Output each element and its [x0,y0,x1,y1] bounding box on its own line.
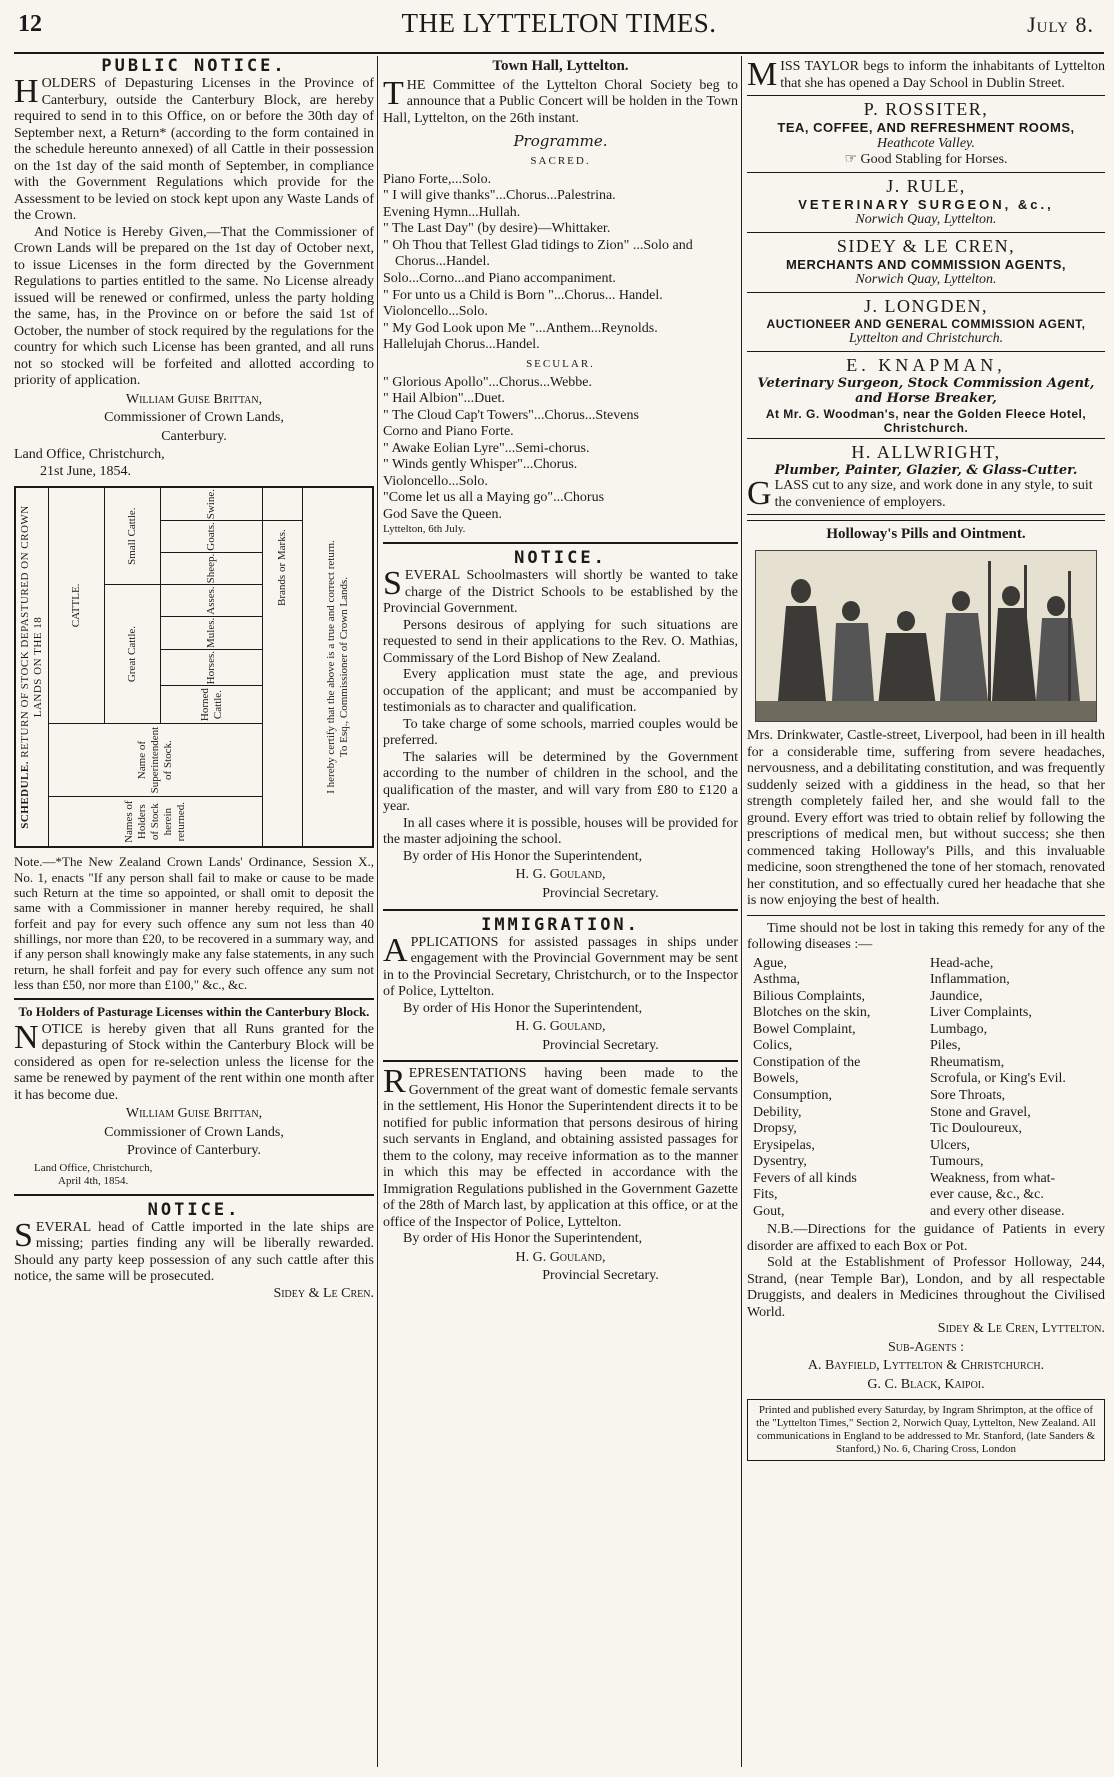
knapman-name: E. KNAPMAN, [846,354,1006,375]
schoolmasters-signer: H. G. Gouland, [515,867,606,883]
disease-list-right [930,956,1099,1220]
notice-signer-place: Canterbury. [161,428,227,444]
schedule-title: SCHEDULE. [19,761,32,830]
disease-item: Piles, [930,1038,961,1054]
sacred-label: SACRED. [530,154,591,167]
brands-header: Brands or Marks. [276,529,289,607]
disease-item: Dropsy, [753,1121,797,1137]
schoolmasters-heading: NOTICE. [514,548,607,569]
allwright-line1: Plumber, Painter, Glazier, & Glass-Cutter. [774,463,1078,479]
column-2 [383,56,738,1769]
disease-item: Colics, [753,1038,793,1054]
rossiter-line1: TEA, COFFEE, AND REFRESHMENT ROOMS, [777,120,1075,136]
rule-line2: Norwich Quay, Lyttelton. [855,212,997,228]
schedule-table [14,486,374,848]
concert-heading: Town Hall, Lyttelton. [492,58,629,74]
disease-item: Sore Throats, [930,1088,1006,1103]
column-rule-1 [377,56,378,1767]
disease-item: Rheumatism, [930,1054,1005,1070]
concert-dateline: Lyttelton, 6th July. [383,523,466,536]
subagent-2: G. C. Black, Kaipoi. [867,1376,985,1392]
immigration-p2: By order of His Honor the Superintendent, [403,1000,643,1016]
schedule-year: 18 [32,617,44,630]
disease-item: Weakness, from what- [930,1170,1056,1186]
representations-signer: H. G. Gouland, [515,1249,606,1265]
disease-item: ever cause, &c., &c. [930,1187,1044,1203]
public-notice-heading: PUBLIC NOTICE. [101,56,287,76]
newspaper-title: THE LYTTELTON TIMES. [401,8,717,38]
disease-item: Stone and Gravel, [930,1104,1031,1120]
disease-item: Fits, [753,1187,778,1203]
longden-line2: Lyttelton and Christchurch. [848,331,1004,347]
disease-item: Erysipelas, [753,1137,815,1153]
disease-item: Constipation of the [753,1054,861,1070]
programme-item: " The Last Day" (by desire)—Whittaker. [383,221,611,237]
rossiter-ad [747,96,1105,173]
page-number: 12 [18,11,42,37]
knapman-ad [747,352,1105,439]
divider [383,1060,738,1062]
swine-header: Swine. [161,488,263,521]
disease-item: Consumption, [753,1088,832,1103]
immigration-signer: H. G. Gouland, [515,1019,606,1035]
holloway-testimonial: Mrs. Drinkwater, Castle-street, Liverpool, had been in ill health for a considerable time, suffering from severe headaches, nervousness, and a debilitating constitution, and was frequently suddenly seized with a giddiness in the head, so that her strength completely failed her, and she would fall to the ground. Every effort was tried to obtain relief by following the prescriptions of medical men, but without success; she then commenced taking Holloway's Pills, and this invaluable medicine, soon strengthened the tone of her stomach, renovated her constitution, and so effectually cured her headache that she is now enjoying the best of health. [747,728,1105,909]
cattle-notice-heading: NOTICE. [147,1199,241,1220]
rule-name: J. RULE, [886,175,966,196]
divider [14,998,374,1000]
programme-item: " My God Look upon Me "...Anthem...Reynolds. [383,320,658,336]
disease-item: Blotches on the skin, [753,1005,871,1021]
disease-item: Inflammation, [930,972,1010,988]
disease-item: Fevers of all kinds [753,1170,857,1186]
sidey-ad [747,233,1105,293]
cattle-notice-body: SEVERAL head of Cattle imported in the late ships are missing; parties finding any will be liberally rewarded. Should any party keep possession of any such cattle after this notice, the same will be prosecuted. [14,1216,374,1285]
holloway-remedy-intro: Time should not be lost in taking this remedy for any of the following diseases :— [747,920,1105,953]
engraving-illustration [755,550,1097,722]
representations-p1: REPRESENTATIONS having been made to the Government of the great want of domestic female servants in the settlement, His Honor the Superintendent directs it to be notified for public information that persons desirous of hiring such servants in England, and obtaining assisted passages for them to the colony, may receive information as to the manner in which this may be effected in accordance with the Immigration Regulations published in the Government Gazette of the 28th of March last, by application at this office, or at the office of the Inspector of Police, Lyttelton. [383,1063,738,1230]
pasturage-office-date: April 4th, 1854. [58,1174,129,1187]
divider [747,520,1105,521]
divider [383,909,738,911]
immigration-heading: IMMIGRATION. [481,914,640,935]
pointing-hand-icon: ☞ [844,152,858,168]
certify-text: I hereby certify that the above is a true and correct return. [324,540,337,795]
pasturage-signer-place: Province of Canterbury. [127,1143,261,1159]
taylor-ad: MISS TAYLOR begs to inform the inhabitants of Lyttelton that she has opened a Day School in Dublin Street. [747,56,1105,93]
programme-item: Corno and Piano Forte. [383,424,514,440]
allwright-body: GLASS cut to any size, and work done in any style, to suit the convenience of employers. [747,475,1093,513]
rule-line1: VETERINARY SURGEON, &c., [798,196,1054,212]
disease-item: Asthma, [753,972,801,988]
longden-line1: AUCTIONEER AND GENERAL COMMISSION AGENT, [766,317,1086,332]
horses-header: Horses. [161,650,263,686]
engraving-figures-icon [756,551,1096,721]
divider [383,542,738,544]
concert-body: THE Committee of the Lyttelton Choral Society beg to announce that a Public Concert will be holden in the Town Hall, Lyttelton, on the 26th instant. [383,74,738,126]
programme-item: Hallelujah Chorus...Handel. [383,337,540,353]
programme-item: Solo...Corno...and Piano accompaniment. [383,270,616,286]
schoolmasters-p3: Every application must state the age, and previous occupation of the applicant; and must be accompanied by testimonials as to character and qualification. [383,667,738,716]
programme-item: " The Cloud Cap't Towers"...Chorus...Stevens [383,407,639,423]
disease-item: Debility, [753,1104,802,1120]
allwright-ad [747,439,1105,516]
rule-ad [747,173,1105,233]
sacred-list [383,172,738,354]
cattle-header: CATTLE. [49,488,105,724]
sidey-line2: Norwich Quay, Lyttelton. [855,272,997,288]
sidey-line1: MERCHANTS AND COMMISSION AGENTS, [785,256,1067,272]
notice-office-date: 21st June, 1854. [40,463,131,479]
column-3 [747,56,1105,1769]
disease-item: Tic Douloureux, [930,1121,1023,1137]
allwright-name: H. ALLWRIGHT, [851,441,1001,462]
disease-list [747,954,1105,1222]
knapman-line1: Veterinary Surgeon, Stock Commission Agent, and Horse Breaker, [757,375,1095,407]
great-cattle-header: Great Cattle. [105,585,161,723]
divider [747,915,1105,916]
pasturage-office: Land Office, Christchurch, [34,1161,153,1174]
programme-item: " Winds gently Whisper"...Chorus. [383,457,578,473]
longden-name: J. LONGDEN, [864,295,988,316]
schoolmasters-p4: To take charge of some schools, married couples would be preferred. [383,716,738,749]
pasturage-body: NOTICE is hereby given that all Runs granted for the depasturing of Stock within the Canterbury Block will be considered as open for re-selection unless the license for the same be renewed by payment of the rent within one month after it has become due. [14,1018,374,1103]
rossiter-line3: Good Stabling for Horses. [860,152,1008,168]
disease-item: Lumbago, [930,1021,988,1037]
holloway-agent: Sidey & Le Cren, Lyttelton. [937,1321,1105,1337]
sheep-header: Sheep. [161,553,263,586]
secular-list [383,375,738,524]
disease-item: Bowels, [753,1071,799,1087]
notice-signer: William Guise Brittan, [125,391,263,407]
disease-item: Head-ache, [930,955,994,971]
schedule-subtitle: RETURN OF STOCK DEPASTURED ON CROWN LANDS ON THE [19,505,44,759]
pasturage-signer-title: Commissioner of Crown Lands, [104,1124,284,1140]
mules-header: Mules. [161,617,263,650]
column-1 [14,56,374,1769]
programme-item: " Oh Thou that Tellest Glad tidings to Zion" ...Solo and Chorus...Handel. [383,237,693,270]
masthead [14,6,1104,54]
programme-item: " Hail Albion"...Duet. [383,391,505,407]
disease-item: Bilious Complaints, [753,988,866,1004]
notice-office: Land Office, Christchurch, [14,447,165,463]
knapman-line2: At Mr. G. Woodman's, near the Golden Fleece Hotel, Christchurch. [765,406,1087,435]
pasturage-heading: To Holders of Pasturage Licenses within the Canterbury Block. [18,1004,370,1020]
longden-ad [747,293,1105,352]
public-notice-body-2: And Notice is Hereby Given,—That the Commissioner of Crown Lands will be prepared on the 1st day of October next, to issue Licenses in the form directed by the Government Regulations to parties entitled to the same. No License already issued will be renewed or confirmed, unless the party holding the same, has, in the Province on or before the said 1st of October, the number of stock required by the regulations for the country for which such License has been granted, and all runs not so stocked will be forfeited and allotted according to priority of application. [14,224,374,389]
programme-item: "Come let us all a Maying go"...Chorus [383,490,605,506]
horned-cattle-header: Horned Cattle. [161,686,263,724]
public-notice-body: HOLDERS of Depasturing Licenses in the Province of Canterbury, outside the Canterbury Block, are hereby required to send in to this Office, on or before the 30th day of September next, a Return* (according to the form contained in the schedule hereunto annexed) of all Cattle in their possession on the 1st day of the said month of September, in compliance with the Government Regulations which provide for the Assessment to be levied on stock kept upon any Waste Lands of the Crown. [14,73,374,224]
sidey-name: SIDEY & LE CREN, [836,235,1016,256]
disease-item: Bowel Complaint, [753,1021,856,1037]
disease-item: Liver Complaints, [930,1005,1032,1021]
immigration-p1: APPLICATIONS for assisted passages in ships under engagement with the Provincial Government may be sent in to the Provincial Secretary, Christchurch, or to the Inspector of Police, Lyttelton. [383,931,738,1000]
column-rule-2 [741,56,742,1767]
holders-header: Names of Holders of Stock herein returned. [49,797,263,847]
schoolmasters-p7: By order of His Honor the Superintendent, [403,848,643,864]
subagents-label: Sub-Agents : [887,1339,965,1355]
small-cattle-header: Small Cattle. [105,488,161,585]
printer-imprint: Printed and published every Saturday, by Ingram Shrimpton, at the office of the "Lyttelton Times," Section 2, Norwich Quay, Lyttelton, New Zealand. All communications in England to be addressed to Mr. Stanford, (late Sanders & Stanford,) No. 6, Charing Cross, London [747,1399,1105,1461]
rossiter-line2: Heathcote Valley. [877,135,975,151]
programme-item: Evening Hymn...Hullah. [383,204,521,220]
disease-item: Jaundice, [930,988,983,1004]
pasturage-signer: William Guise Brittan, [125,1106,263,1122]
schoolmasters-p6: In all cases where it is possible, houses will be provided for the master adjoining the school. [383,815,738,848]
subagent-1: A. Bayfield, Lyttelton & Christchurch. [807,1358,1045,1374]
representations-signer-title: Provincial Secretary. [542,1268,659,1284]
representations-p2: By order of His Honor the Superintendent, [403,1231,643,1247]
holloway-heading: Holloway's Pills and Ointment. [826,526,1026,543]
certify-to: To [337,746,350,758]
disease-item: Tumours, [930,1154,984,1170]
schoolmasters-p2: Persons desirous of applying for such situations are requested to send in their applications to the Rev. O. Mathias, Commissary of the Lord Bishop of New Zealand. [383,617,738,666]
disease-item: and every other disease. [930,1203,1065,1219]
programme-item: Piano Forte,...Solo. [383,171,492,187]
programme-item: " Glorious Apollo"...Chorus...Webbe. [383,374,593,390]
programme-item: " Awake Eolian Lyre"...Semi-chorus. [383,440,590,456]
schoolmasters-signer-title: Provincial Secretary. [542,885,659,901]
disease-item: Ague, [753,955,787,971]
programme-item: " For unto us a Child is Born "...Chorus... Handel. [383,287,663,303]
asses-header: Asses. [161,585,263,616]
certify-esq: Esq., Commissioner of Crown Lands. [337,577,350,744]
programme-item: God Save the Queen. [383,506,502,522]
programme-item: Violoncello...Solo. [383,473,488,489]
programme-item: Violoncello...Solo. [383,304,488,320]
superintendent-header: Name of Superintendent of Stock. [49,724,263,798]
rossiter-name: P. ROSSITER, [863,99,989,120]
schoolmasters-p5: The salaries will be determined by the Government according to the number of children in the school, and the qualification of the master, and will vary from £80 to £120 a year. [383,749,738,815]
disease-list-left [753,956,922,1220]
holloway-nb: N.B.—Directions for the guidance of Patients in every disorder are affixed to each Box or Pot. [747,1222,1105,1254]
immigration-signer-title: Provincial Secretary. [542,1037,659,1053]
disease-item: Gout, [753,1203,785,1219]
disease-item: Ulcers, [930,1137,971,1153]
disease-item: Dysentry, [753,1154,807,1170]
secular-label: SECULAR. [526,357,595,370]
issue-date: July 8. [1027,12,1094,37]
ordinance-note: Note.—*The New Zealand Crown Lands' Ordinance, Session X., No. 1, enacts "If any person shall fail to make or cause to be made such Return at the time so appointed, or shall omit to deposit the same with a Commissioner in manner hereby required, he shall forfeit and pay for every such offence any sum not less than 40 shillings, nor more than £20, to be recovered in a summary way, and if any person shall knowingly make any false statements, in any such return, he shall forfeit and pay for every such offence any sum not less than £50, nor more than £100," &c., &c. [14,854,374,993]
schoolmasters-p1: SEVERAL Schoolmasters will shortly be wanted to take charge of the District Schools to be established by the Provincial Government. [383,565,738,617]
notice-signer-title: Commissioner of Crown Lands, [104,410,284,426]
divider [14,1194,374,1196]
programme-title: Programme. [513,132,608,151]
holloway-sold: Sold at the Establishment of Professor Holloway, 244, Strand, (near Temple Bar), London, and by all respectable Druggists, and dealers in Medicines throughout the Civilised World. [747,1255,1105,1320]
cattle-notice-signer: Sidey & Le Cren. [273,1285,374,1301]
disease-item: Scrofula, or King's Evil. [930,1071,1066,1087]
programme-item: " I will give thanks"...Chorus...Palestrina. [383,188,616,204]
goats-header: Goats. [161,521,263,552]
